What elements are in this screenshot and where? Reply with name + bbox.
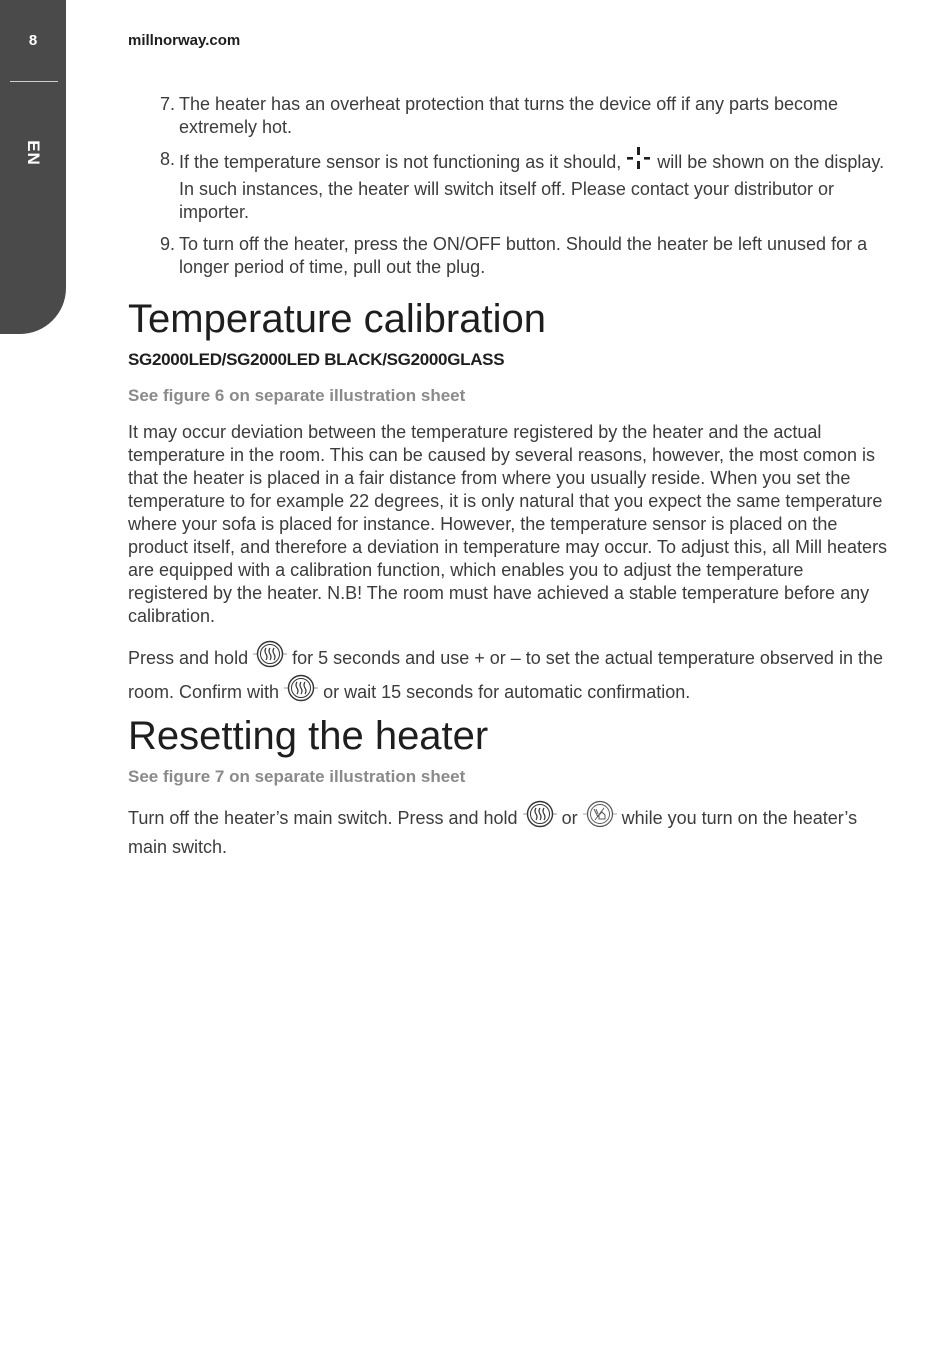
list-item-text: To turn off the heater, press the ON/OFF button. Should the heater be left unused for a longer period of time, pull out the plug. xyxy=(179,234,868,277)
calibration-heading: Temperature calibration xyxy=(128,297,546,341)
heat-button-icon xyxy=(284,674,318,708)
site-url: millnorway.com xyxy=(128,32,241,49)
list-item-number: 7. xyxy=(160,94,176,114)
calibration-instruction xyxy=(128,642,888,710)
instruction-text: while you turn on the heater’s main switch. xyxy=(128,807,858,857)
list-item-text: will be shown on the display. In such instances, the heater will switch itself off. Please contact your distributor or importer. xyxy=(179,151,885,222)
eco-mode-button-icon xyxy=(583,800,617,834)
instruction-list xyxy=(128,93,888,288)
list-item-text: If the temperature sensor is not functioning as it should, xyxy=(179,151,622,172)
list-item-number: 8. xyxy=(160,149,176,169)
reset-heading: Resetting the heater xyxy=(128,714,489,758)
heat-button-icon xyxy=(253,640,287,674)
list-item xyxy=(128,233,888,279)
instruction-text: or xyxy=(561,807,578,828)
tab-divider xyxy=(10,81,58,82)
language-label: EN xyxy=(24,140,43,166)
model-list: SG2000LED/SG2000LED BLACK/SG2000GLASS xyxy=(128,350,505,369)
calibration-body: It may occur deviation between the temperature registered by the heater and the actual temperature in the room. This can be caused by several reasons, however, the most comon is that the heater is placed in a fair distance from where you usually reside. When you set the temperature to for example 22 degrees, it is only natural that you expect the same temperature where your sofa is placed for instance. However, the temperature sensor is placed on the product itself, and therefore a deviation in temperature may occur. To adjust this, all Mill heaters are equipped with a calibration function, which enables you to adjust the temperature registered by the heater. N.B! The room must have achieved a stable temperature before any calibration. xyxy=(128,422,888,626)
figure-reference: See figure 6 on separate illustration sheet xyxy=(128,386,466,405)
page-number: 8 xyxy=(28,32,38,49)
list-item-text: The heater has an overheat protection that turns the device off if any parts become extremely hot. xyxy=(179,94,839,137)
list-item xyxy=(128,93,888,139)
instruction-text: for 5 seconds and use + or – to set the actual temperature observed in the room. Confirm with xyxy=(128,647,883,702)
list-item-number: 9. xyxy=(160,234,176,254)
instruction-text: Turn off the heater’s main switch. Press and hold xyxy=(128,807,518,828)
reset-instruction xyxy=(128,802,888,859)
figure-reference: See figure 7 on separate illustration sheet xyxy=(128,767,466,786)
heat-button-icon xyxy=(523,800,557,834)
instruction-text: or wait 15 seconds for automatic confirmation. xyxy=(323,681,691,702)
instruction-text: Press and hold xyxy=(128,647,249,668)
sensor-error-icon xyxy=(626,146,652,176)
list-item xyxy=(128,148,888,224)
side-tab xyxy=(0,0,66,334)
